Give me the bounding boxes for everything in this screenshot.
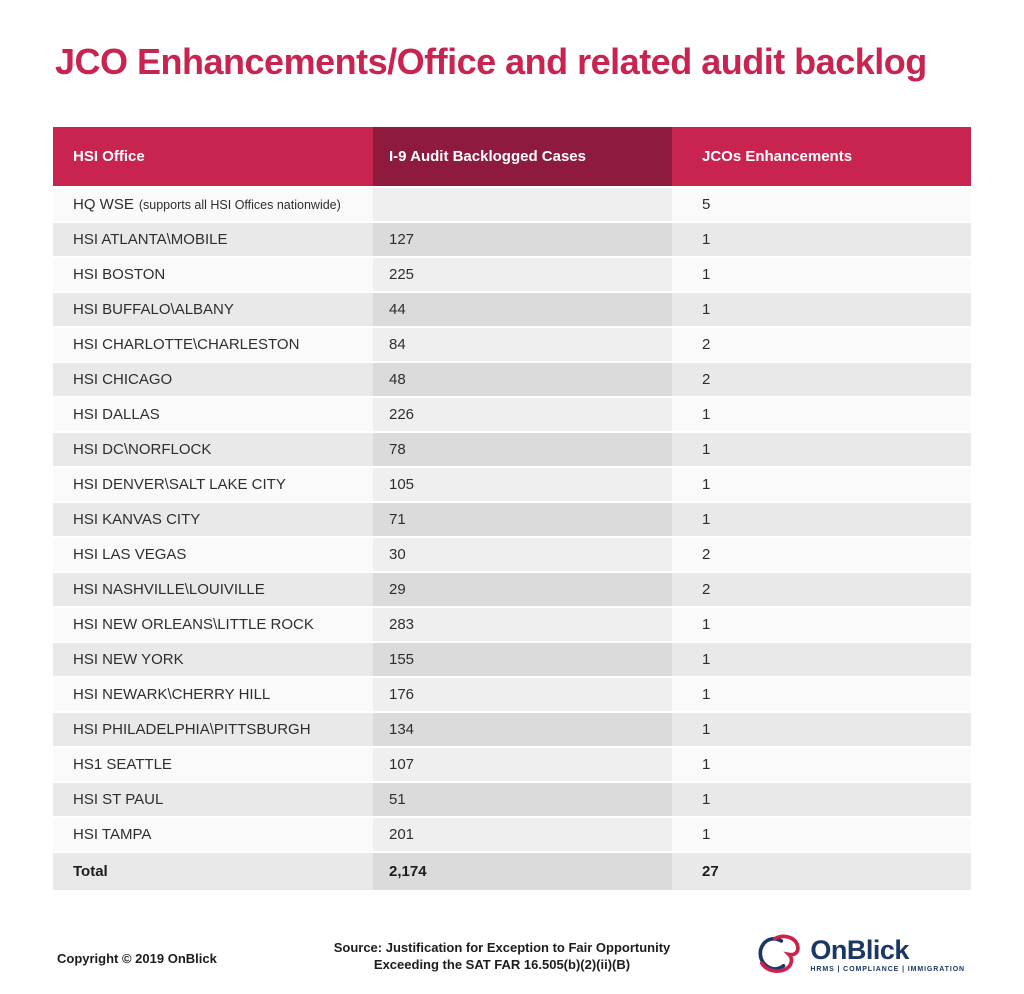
backlogged-cases-cell: 51	[373, 783, 672, 816]
office-cell	[53, 538, 373, 571]
office-note: (supports all HSI Offices nationwide)	[138, 197, 341, 212]
onblick-logo-tagline: HRMS | COMPLIANCE | IMMIGRATION	[810, 966, 965, 973]
office-cell	[53, 678, 373, 711]
table-row	[53, 851, 971, 890]
office-name: HSI PHILADELPHIA\PITTSBURGH	[73, 721, 311, 738]
backlogged-cases-cell	[373, 188, 672, 221]
table-row	[53, 256, 971, 291]
source-attribution	[302, 939, 702, 973]
office-name: HQ WSE	[73, 196, 134, 213]
jcos-enhancements-cell: 1	[672, 433, 971, 466]
jcos-enhancements-cell: 1	[672, 608, 971, 641]
table-row	[53, 466, 971, 501]
jcos-enhancements-cell: 1	[672, 818, 971, 851]
office-name: HSI TAMPA	[73, 826, 152, 843]
jcos-enhancements-cell: 2	[672, 538, 971, 571]
table-row	[53, 326, 971, 361]
office-name: HSI NEW YORK	[73, 651, 184, 668]
office-name: HSI NEW ORLEANS\LITTLE ROCK	[73, 616, 314, 633]
office-name: HSI LAS VEGAS	[73, 546, 187, 563]
backlogged-cases-cell: 226	[373, 398, 672, 431]
column-header-jcos-enhancements: JCOs Enhancements	[672, 127, 971, 186]
office-name: HSI ATLANTA\MOBILE	[73, 231, 228, 248]
office-cell	[53, 503, 373, 536]
backlogged-cases-cell: 71	[373, 503, 672, 536]
backlogged-cases-cell: 48	[373, 363, 672, 396]
backlogged-cases-cell: 176	[373, 678, 672, 711]
table-row	[53, 186, 971, 221]
jcos-enhancements-cell: 1	[672, 258, 971, 291]
backlogged-cases-cell: 78	[373, 433, 672, 466]
office-name: HSI ST PAUL	[73, 791, 164, 808]
backlogged-cases-cell: 127	[373, 223, 672, 256]
table-body	[53, 186, 971, 890]
jcos-enhancements-cell: 1	[672, 713, 971, 746]
table-row	[53, 536, 971, 571]
office-cell	[53, 818, 373, 851]
office-cell	[53, 713, 373, 746]
column-header-hsi-office: HSI Office	[53, 127, 373, 186]
table-row	[53, 641, 971, 676]
table-row	[53, 816, 971, 851]
office-cell	[53, 398, 373, 431]
office-cell	[53, 328, 373, 361]
onblick-logo-icon	[751, 933, 803, 977]
backlogged-cases-cell: 107	[373, 748, 672, 781]
jcos-enhancements-cell: 2	[672, 363, 971, 396]
table-row	[53, 571, 971, 606]
table-row	[53, 711, 971, 746]
backlog-table	[53, 127, 971, 890]
office-cell	[53, 363, 373, 396]
office-name: HSI BOSTON	[73, 266, 166, 283]
jcos-enhancements-cell: 1	[672, 293, 971, 326]
table-header-row	[53, 127, 971, 186]
jcos-enhancements-cell: 1	[672, 783, 971, 816]
backlogged-cases-cell: 134	[373, 713, 672, 746]
office-cell	[53, 433, 373, 466]
office-cell	[53, 783, 373, 816]
jcos-enhancements-cell: 1	[672, 643, 971, 676]
office-name: HS1 SEATTLE	[73, 756, 172, 773]
backlogged-cases-cell: 44	[373, 293, 672, 326]
table-row	[53, 501, 971, 536]
jcos-enhancements-cell: 2	[672, 573, 971, 606]
backlogged-cases-cell: 30	[373, 538, 672, 571]
copyright-text: Copyright © 2019 OnBlick	[57, 951, 217, 966]
office-cell	[53, 608, 373, 641]
backlogged-cases-cell: 105	[373, 468, 672, 501]
office-name: HSI BUFFALO\ALBANY	[73, 301, 234, 318]
jcos-enhancements-cell: 1	[672, 503, 971, 536]
backlogged-cases-cell: 225	[373, 258, 672, 291]
jcos-enhancements-cell: 27	[672, 853, 971, 890]
jcos-enhancements-cell: 1	[672, 223, 971, 256]
office-name: HSI NASHVILLE\LOUIVILLE	[73, 581, 265, 598]
table-row	[53, 746, 971, 781]
office-cell	[53, 468, 373, 501]
office-cell	[53, 188, 373, 221]
office-name: HSI CHARLOTTE\CHARLESTON	[73, 336, 300, 353]
office-cell	[53, 293, 373, 326]
office-name: HSI NEWARK\CHERRY HILL	[73, 686, 271, 703]
column-header-backlogged-cases: I-9 Audit Backlogged Cases	[373, 127, 672, 186]
backlogged-cases-cell: 2,174	[373, 853, 672, 890]
office-name: HSI DC\NORFLOCK	[73, 441, 212, 458]
jcos-enhancements-cell: 1	[672, 678, 971, 711]
onblick-logo-text	[810, 937, 965, 973]
table-row	[53, 361, 971, 396]
backlogged-cases-cell: 201	[373, 818, 672, 851]
jcos-enhancements-cell: 5	[672, 188, 971, 221]
office-cell	[53, 573, 373, 606]
jcos-enhancements-cell: 1	[672, 468, 971, 501]
backlogged-cases-cell: 155	[373, 643, 672, 676]
table-row	[53, 431, 971, 466]
office-cell	[53, 258, 373, 291]
jcos-enhancements-cell: 1	[672, 398, 971, 431]
office-name: HSI CHICAGO	[73, 371, 173, 388]
source-line-2: Exceeding the SAT FAR 16.505(b)(2)(ii)(B)	[373, 957, 631, 972]
page-title: JCO Enhancements/Office and related audit backlog	[55, 41, 927, 82]
onblick-logo	[751, 933, 965, 977]
jcos-enhancements-cell: 1	[672, 748, 971, 781]
office-cell	[53, 853, 373, 890]
office-cell	[53, 223, 373, 256]
backlogged-cases-cell: 29	[373, 573, 672, 606]
table-row	[53, 781, 971, 816]
table-row	[53, 676, 971, 711]
table-row	[53, 606, 971, 641]
office-cell	[53, 643, 373, 676]
table-row	[53, 396, 971, 431]
backlogged-cases-cell: 283	[373, 608, 672, 641]
table-row	[53, 221, 971, 256]
onblick-logo-name: OnBlick	[810, 935, 909, 965]
source-line-1: Source: Justification for Exception to Fair Opportunity	[333, 940, 671, 955]
office-name: Total	[73, 863, 108, 880]
jcos-enhancements-cell: 2	[672, 328, 971, 361]
backlogged-cases-cell: 84	[373, 328, 672, 361]
office-cell	[53, 748, 373, 781]
table-row	[53, 291, 971, 326]
office-name: HSI KANVAS CITY	[73, 511, 201, 528]
office-name: HSI DALLAS	[73, 406, 160, 423]
office-name: HSI DENVER\SALT LAKE CITY	[73, 476, 286, 493]
